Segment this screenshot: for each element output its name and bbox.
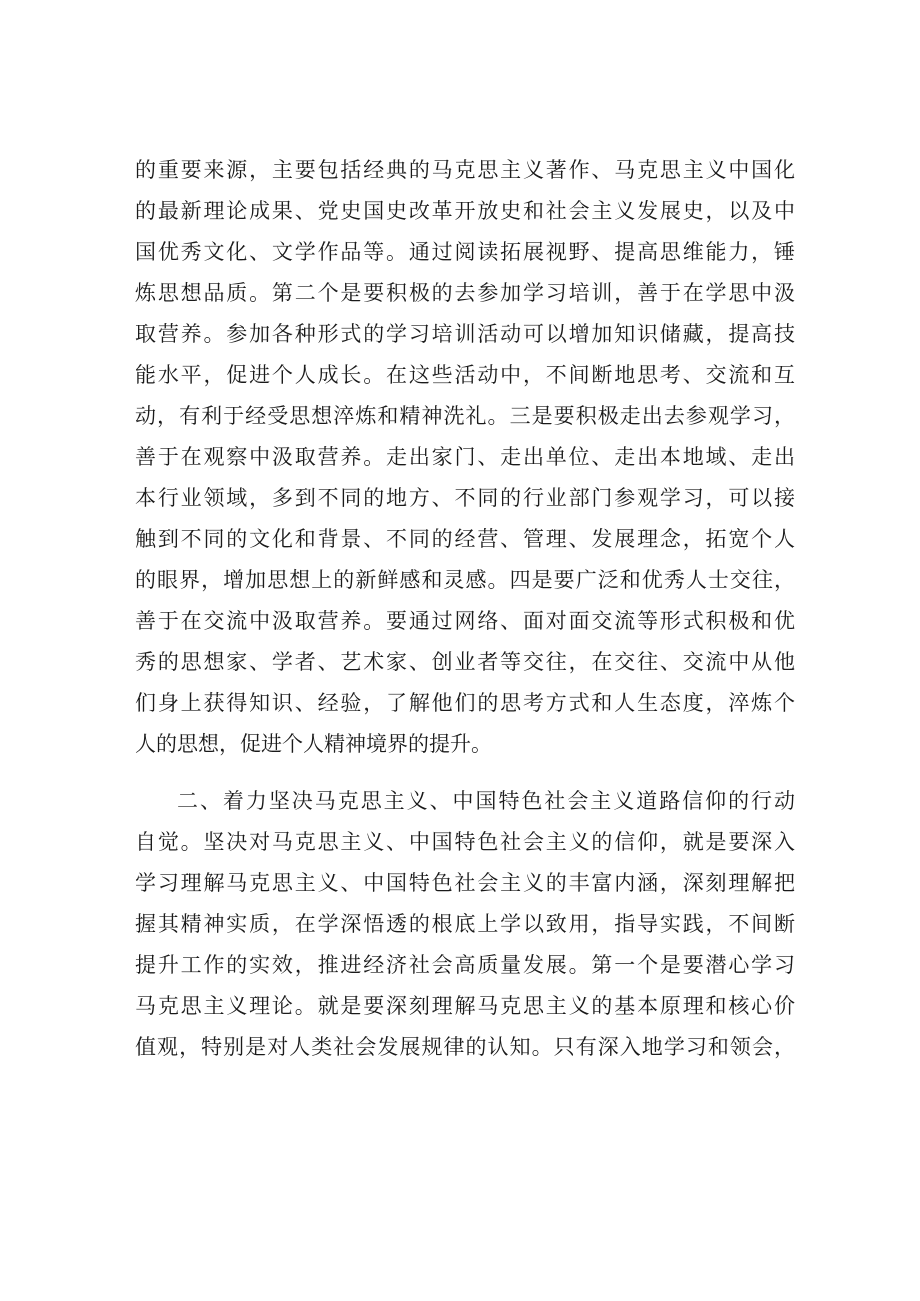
paragraph-line: 自觉。坚决对马克思主义、中国特色社会主义的信仰，就是要深入 xyxy=(135,830,795,854)
paragraph-line: 们身上获得知识、经验，了解他们的思考方式和人生态度，淬炼个 xyxy=(135,691,795,715)
paragraph-line: 触到不同的文化和背景、不同的经营、管理、发展理念，拓宽个人 xyxy=(135,527,795,551)
paragraph-line: 取营养。参加各种形式的学习培训活动可以增加知识储藏，提高技 xyxy=(135,322,795,346)
paragraph-line: 马克思主义理论。就是要深刻理解马克思主义的基本原理和核心价 xyxy=(135,994,795,1018)
paragraph-line: 值观，特别是对人类社会发展规律的认知。只有深入地学习和领会， xyxy=(135,1035,795,1059)
paragraph-line: 国优秀文化、文学作品等。通过阅读拓展视野、提高思维能力，锤 xyxy=(135,240,795,264)
paragraph-line: 的重要来源，主要包括经典的马克思主义著作、马克思主义中国化 xyxy=(135,158,795,182)
paragraph-line: 的最新理论成果、党史国史改革开放史和社会主义发展史，以及中 xyxy=(135,199,795,223)
paragraph-line: 本行业领域，多到不同的地方、不同的行业部门参观学习，可以接 xyxy=(135,486,795,510)
paragraph-line: 学习理解马克思主义、中国特色社会主义的丰富内涵，深刻理解把 xyxy=(135,871,795,895)
paragraph-2 xyxy=(135,781,795,1068)
paragraph-line: 能水平，促进个人成长。在这些活动中，不间断地思考、交流和互 xyxy=(135,363,795,387)
paragraph-1 xyxy=(135,150,795,765)
paragraph-line: 握其精神实质，在学深悟透的根底上学以致用，指导实践，不间断 xyxy=(135,912,795,936)
paragraph-line: 的眼界，增加思想上的新鲜感和灵感。四是要广泛和优秀人士交往， xyxy=(135,568,795,592)
paragraph-line: 秀的思想家、学者、艺术家、创业者等交往，在交往、交流中从他 xyxy=(135,650,795,674)
paragraph-line: 善于在交流中汲取营养。要通过网络、面对面交流等形式积极和优 xyxy=(135,609,795,633)
paragraph-line: 炼思想品质。第二个是要积极的去参加学习培训，善于在学思中汲 xyxy=(135,281,795,305)
paragraph-line: 人的思想，促进个人精神境界的提升。 xyxy=(135,732,492,756)
paragraph-line: 二、着力坚决马克思主义、中国特色社会主义道路信仰的行动 xyxy=(177,789,795,813)
paragraph-line: 提升工作的实效，推进经济社会高质量发展。第一个是要潜心学习 xyxy=(135,953,795,977)
paragraph-line: 善于在观察中汲取营养。走出家门、走出单位、走出本地域、走出 xyxy=(135,445,795,469)
paragraph-line: 动，有利于经受思想淬炼和精神洗礼。三是要积极走出去参观学习， xyxy=(135,404,795,428)
